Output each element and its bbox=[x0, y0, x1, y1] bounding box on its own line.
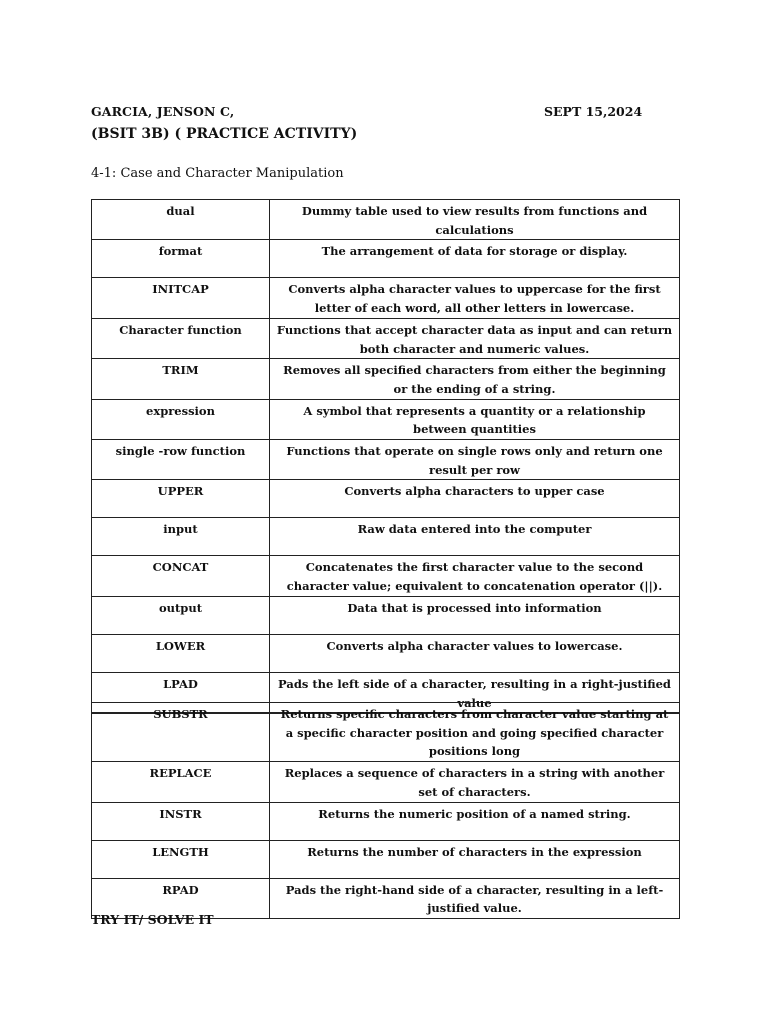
term-cell: single -row function bbox=[92, 440, 270, 480]
definition-cell: Functions that operate on single rows only and return one result per row bbox=[270, 440, 680, 480]
table-row bbox=[92, 634, 680, 672]
term-cell: RPAD bbox=[92, 878, 270, 918]
term-cell: LPAD bbox=[92, 672, 270, 713]
table-row bbox=[92, 518, 680, 556]
document-date: SEPT 15,2024 bbox=[544, 104, 643, 119]
table-row bbox=[92, 802, 680, 840]
definition-cell: Data that is processed into information bbox=[270, 596, 680, 634]
term-cell: SUBSTR bbox=[92, 703, 270, 762]
term-cell: INITCAP bbox=[92, 278, 270, 318]
definition-cell: The arrangement of data for storage or display. bbox=[270, 240, 680, 278]
vocabulary-table-1 bbox=[91, 199, 680, 714]
table-row bbox=[92, 240, 680, 278]
definition-cell: Raw data entered into the computer bbox=[270, 518, 680, 556]
definition-cell: Concatenates the first character value to the second character value; equivalent to concatenation operator (||). bbox=[270, 556, 680, 596]
definition-cell: Returns specific characters from character value starting at a specific character position and going specified character positions long bbox=[270, 703, 680, 762]
definition-cell: Converts alpha characters to upper case bbox=[270, 480, 680, 518]
table-row bbox=[92, 399, 680, 439]
try-it-heading: TRY IT/ SOLVE IT bbox=[91, 912, 214, 927]
table-row bbox=[92, 596, 680, 634]
definition-cell: Pads the left side of a character, resulting in a right-justified value bbox=[270, 672, 680, 713]
table-row bbox=[92, 359, 680, 399]
term-cell: expression bbox=[92, 399, 270, 439]
table-row bbox=[92, 703, 680, 762]
definition-cell: Returns the number of characters in the expression bbox=[270, 840, 680, 878]
table-row bbox=[92, 556, 680, 596]
term-cell: LENGTH bbox=[92, 840, 270, 878]
term-cell: LOWER bbox=[92, 634, 270, 672]
term-cell: UPPER bbox=[92, 480, 270, 518]
definition-cell: Converts alpha character values to lowercase. bbox=[270, 634, 680, 672]
term-cell: output bbox=[92, 596, 270, 634]
definition-cell: Pads the right-hand side of a character, resulting in a left- justified value. bbox=[270, 878, 680, 918]
table-row bbox=[92, 762, 680, 802]
definition-cell: Functions that accept character data as input and can return both character and numeric values. bbox=[270, 318, 680, 358]
term-cell: CONCAT bbox=[92, 556, 270, 596]
document-header bbox=[91, 104, 643, 124]
definition-cell: Removes all specified characters from either the beginning or the ending of a string. bbox=[270, 359, 680, 399]
definition-cell: Returns the numeric position of a named string. bbox=[270, 802, 680, 840]
table-row bbox=[92, 318, 680, 358]
term-cell: dual bbox=[92, 200, 270, 240]
definition-cell: Replaces a sequence of characters in a string with another set of characters. bbox=[270, 762, 680, 802]
definition-cell: A symbol that represents a quantity or a relationship between quantities bbox=[270, 399, 680, 439]
section-heading: 4-1: Case and Character Manipulation bbox=[91, 166, 344, 181]
table-row bbox=[92, 440, 680, 480]
term-cell: TRIM bbox=[92, 359, 270, 399]
term-cell: INSTR bbox=[92, 802, 270, 840]
term-cell: REPLACE bbox=[92, 762, 270, 802]
term-cell: Character function bbox=[92, 318, 270, 358]
document-subtitle: (BSIT 3B) ( PRACTICE ACTIVITY) bbox=[91, 126, 358, 142]
table-row bbox=[92, 278, 680, 318]
table-row bbox=[92, 200, 680, 240]
definition-cell: Converts alpha character values to uppercase for the first letter of each word, all other letters in lowercase. bbox=[270, 278, 680, 318]
definition-cell: Dummy table used to view results from functions and calculations bbox=[270, 200, 680, 240]
vocabulary-table-2 bbox=[91, 702, 680, 919]
term-cell: input bbox=[92, 518, 270, 556]
term-cell: format bbox=[92, 240, 270, 278]
table-row bbox=[92, 840, 680, 878]
student-name: GARCIA, JENSON C, bbox=[91, 104, 235, 119]
table-row bbox=[92, 480, 680, 518]
